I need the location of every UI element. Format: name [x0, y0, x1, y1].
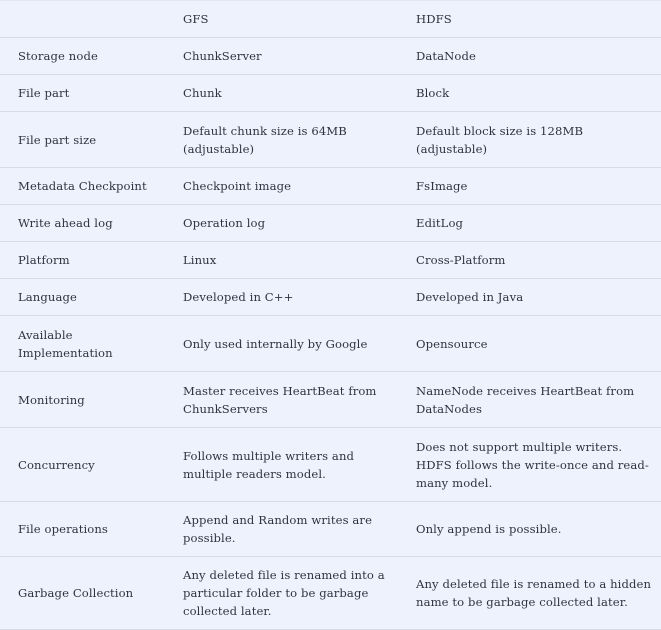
row-feature: Platform — [18, 253, 70, 267]
row-hdfs-value: Default block size is 128MB (adjustable) — [416, 123, 584, 156]
row-hdfs-value: Cross-Platform — [416, 253, 506, 267]
table-row — [0, 75, 661, 112]
row-hdfs-value: Does not support multiple writers. HDFS follows the write-once and read-many model. — [416, 439, 649, 490]
row-gfs-value: Linux — [183, 253, 217, 267]
table-row — [0, 279, 661, 316]
row-feature: File operations — [18, 522, 108, 536]
table-row — [0, 428, 661, 502]
table-header-row — [0, 1, 661, 38]
row-gfs-value: Operation log — [183, 216, 266, 230]
row-hdfs-value: DataNode — [416, 49, 476, 63]
table-row — [0, 316, 661, 372]
row-hdfs-value: EditLog — [416, 216, 464, 230]
table-row — [0, 242, 661, 279]
row-gfs-value: ChunkServer — [183, 49, 262, 63]
row-hdfs-value: Developed in Java — [416, 290, 524, 304]
row-gfs-value: Any deleted file is renamed into a particular folder to be garbage collected later. — [183, 568, 385, 618]
table-row — [0, 168, 661, 205]
row-gfs-value: Master receives HeartBeat from ChunkServers — [183, 383, 377, 416]
row-feature: File part — [18, 86, 70, 100]
header-hdfs: HDFS — [416, 12, 452, 26]
table-row — [0, 205, 661, 242]
row-hdfs-value: Any deleted file is renamed to a hidden name to be garbage collected later. — [416, 577, 652, 609]
row-feature: Concurrency — [18, 457, 95, 472]
row-feature: Monitoring — [18, 392, 85, 407]
header-gfs: GFS — [183, 12, 209, 26]
row-gfs-value: Chunk — [183, 86, 222, 100]
table-row — [0, 502, 661, 557]
row-feature: Storage node — [18, 49, 98, 63]
table-row — [0, 372, 661, 428]
row-hdfs-value: NameNode receives HeartBeat from DataNodes — [416, 383, 635, 416]
header-feature — [0, 1, 165, 38]
row-feature: File part size — [18, 132, 97, 147]
row-feature: Metadata Checkpoint — [18, 179, 147, 193]
row-hdfs-value: Opensource — [416, 336, 488, 351]
row-feature: Garbage Collection — [18, 586, 134, 600]
row-feature: Write ahead log — [18, 216, 113, 230]
table-row — [0, 38, 661, 75]
table-row — [0, 557, 661, 630]
row-gfs-value: Developed in C++ — [183, 290, 294, 304]
row-gfs-value: Append and Random writes are possible. — [183, 513, 373, 545]
row-hdfs-value: Only append is possible. — [416, 522, 562, 536]
row-hdfs-value: FsImage — [416, 179, 468, 193]
row-feature: Available Implementation — [18, 327, 113, 360]
row-gfs-value: Checkpoint image — [183, 179, 292, 193]
row-hdfs-value: Block — [416, 86, 450, 100]
table-row — [0, 112, 661, 168]
row-gfs-value: Default chunk size is 64MB (adjustable) — [183, 123, 347, 156]
row-gfs-value: Only used internally by Google — [183, 336, 368, 351]
row-gfs-value: Follows multiple writers and multiple readers model. — [183, 448, 355, 481]
row-feature: Language — [18, 290, 77, 304]
